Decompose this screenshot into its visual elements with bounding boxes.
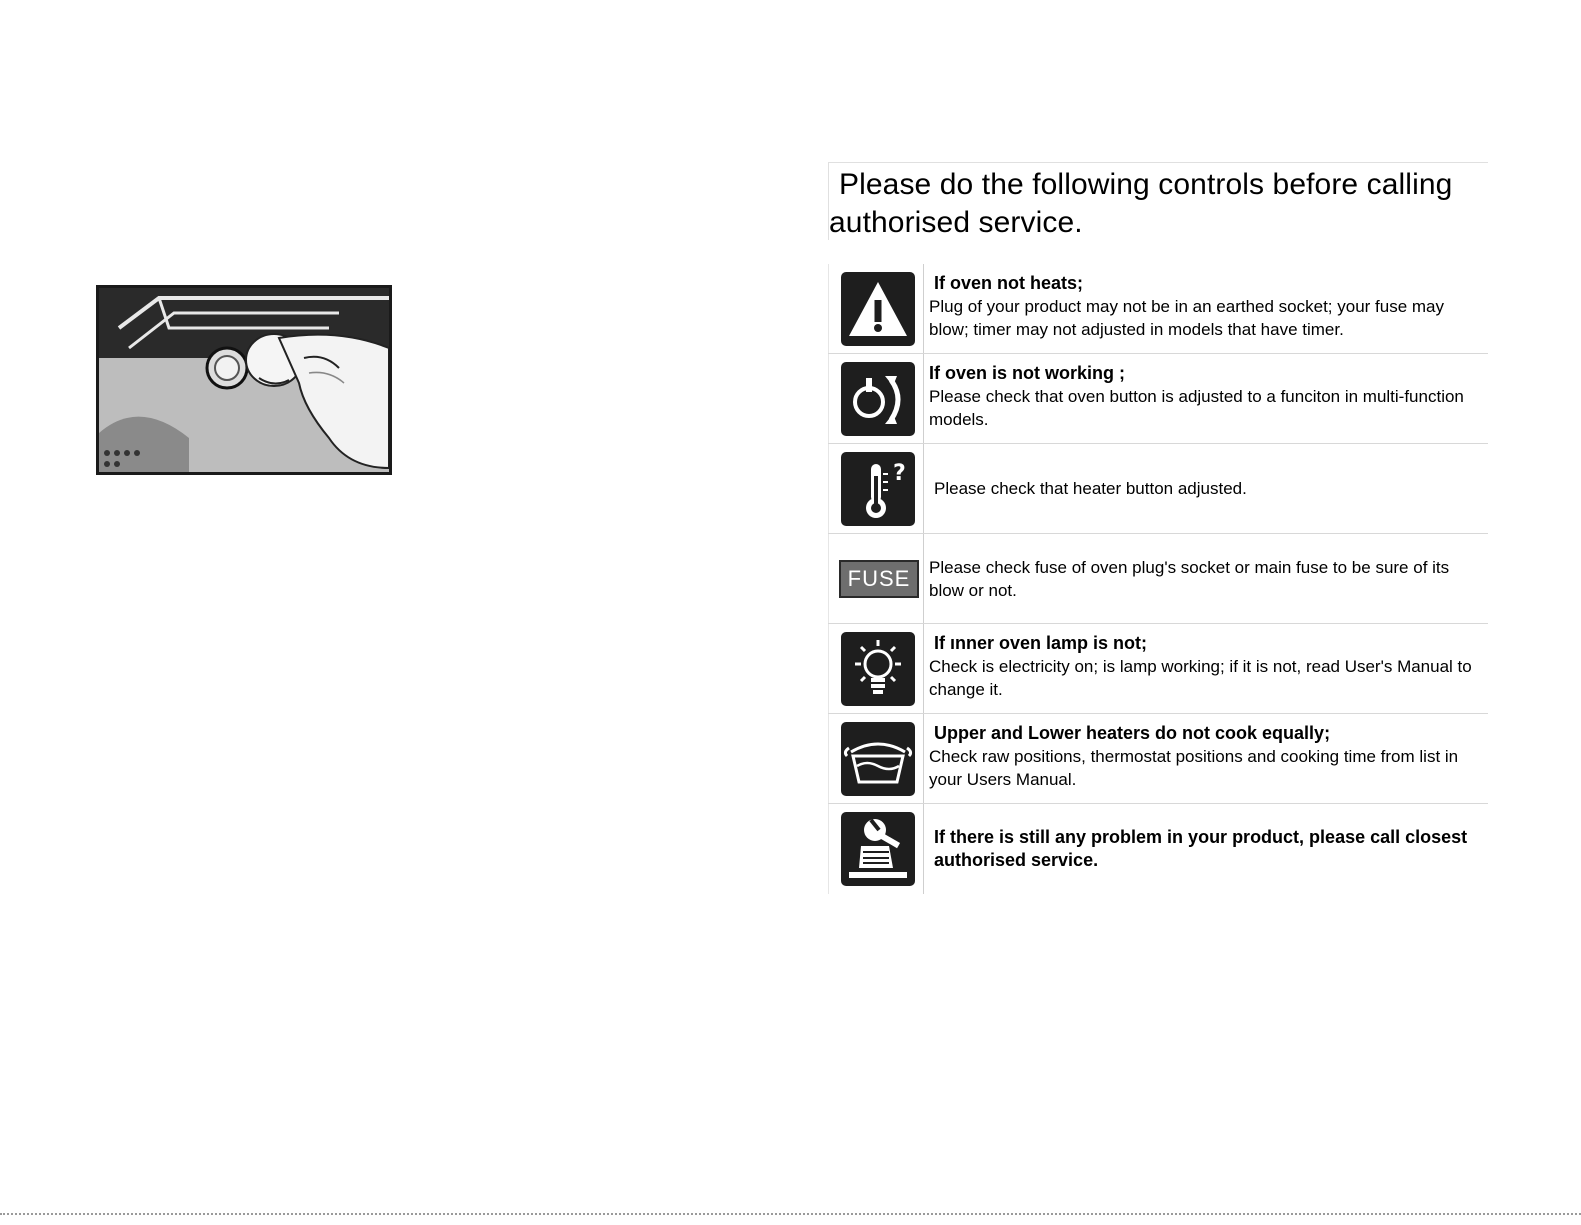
troubleshooting-list xyxy=(828,264,1488,894)
item-title: If oven is not working ; xyxy=(929,363,1126,383)
lamp-bulb-icon xyxy=(841,632,915,706)
troubleshoot-item-not-heating xyxy=(828,264,1488,354)
warning-triangle-icon xyxy=(841,272,915,346)
item-title: Upper and Lower heaters do not cook equally; xyxy=(934,723,1331,743)
item-text: Check is electricity on; is lamp working; if it is not, read User's Manual to change it. xyxy=(929,657,1472,699)
svg-text:?: ? xyxy=(893,461,906,486)
troubleshoot-item-heater-button xyxy=(828,444,1488,534)
item-text: Plug of your product may not be in an earthed socket; your fuse may blow; timer may not adjusted in models that have timer. xyxy=(929,297,1445,339)
fuse-icon: FUSE xyxy=(839,560,919,598)
panel-heading xyxy=(828,162,1488,240)
item-text: Please check that oven button is adjusted to a funciton in multi-function models. xyxy=(929,387,1464,429)
item-text: Please check fuse of oven plug's socket or main fuse to be sure of its blow or not. xyxy=(929,558,1450,600)
page-edge-divider xyxy=(0,1213,1581,1215)
troubleshoot-item-uneven-cooking xyxy=(828,714,1488,804)
thermometer-question-icon xyxy=(841,452,915,526)
troubleshoot-item-lamp xyxy=(828,624,1488,714)
item-text: Check raw positions, thermostat positions and cooking time from list in your Users Manual. xyxy=(929,747,1459,789)
item-title: If oven not heats; xyxy=(934,273,1084,293)
troubleshoot-item-not-working xyxy=(828,354,1488,444)
service-wrench-hand-icon xyxy=(841,812,915,886)
troubleshoot-item-call-service xyxy=(828,804,1488,894)
panel-heading-line-2: authorised service. xyxy=(829,206,1083,239)
lamp-replacement-illustration xyxy=(96,285,392,475)
oven-knob-rotate-icon xyxy=(841,362,915,436)
cooking-dish-icon xyxy=(841,722,915,796)
item-title: If there is still any problem in your product, please call closest authorised service. xyxy=(934,827,1468,870)
panel-heading-line-1: Please do the following controls before calling xyxy=(839,168,1453,201)
item-text: Please check that heater button adjusted. xyxy=(934,479,1247,498)
item-title: If ınner oven lamp is not; xyxy=(934,633,1148,653)
troubleshoot-item-fuse xyxy=(828,534,1488,624)
